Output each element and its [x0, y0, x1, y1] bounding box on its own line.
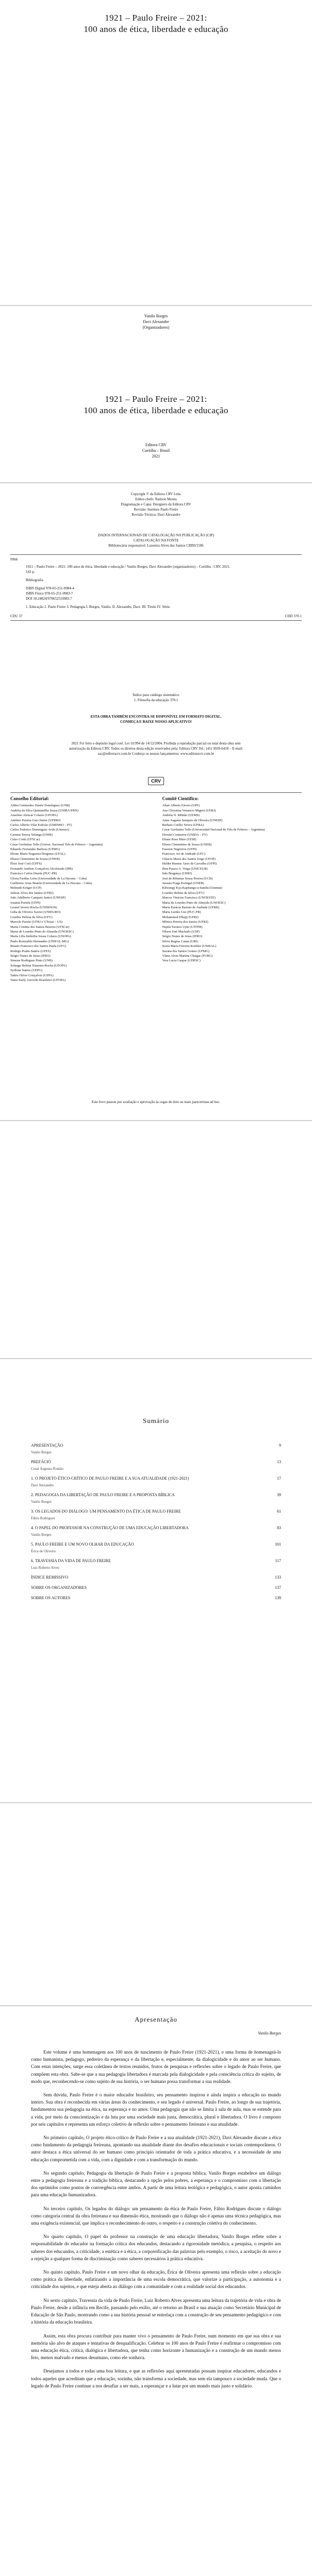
toc-entry-author: Vanilo Borges: [31, 1500, 52, 1504]
toc-entry-page: 17: [277, 1476, 281, 1481]
scientific-member: Suzana dos Santos Gomes (UFMG): [162, 949, 210, 953]
cataloging-code: F866: [10, 557, 18, 562]
scientific-member: Maria de Lourdes Pinto de Almeida (UNOESC): [162, 901, 226, 905]
cataloging-header-line: DADOS INTERNACIONAIS DE CATALOGAÇÃO NA PUBLICAÇÃO (CIP): [98, 533, 214, 537]
toc-entry-title: SOBRE OS ORGANIZADORES: [31, 1585, 87, 1590]
digital-notice-title: ESTA OBRA TAMBÉM ENCONTRA-SE DISPONÍVEL EM FORMATO DIGITAL.: [90, 715, 222, 719]
toc-entry[interactable]: [31, 1585, 281, 1590]
editorial-member: Solange Helena Ximenes-Rocha (UFOPA): [10, 963, 67, 968]
toc-entry-author: Davi Alexandre: [31, 1483, 54, 1487]
cdu-code: CDU 37: [10, 614, 23, 618]
toc-page: [0, 1360, 312, 1801]
toc-entry-title: SOBRE OS AUTORES: [31, 1596, 71, 1600]
page-divider: [0, 482, 312, 483]
copyright-line: Copyright © da Editora CRV Ltda.: [130, 492, 182, 496]
rights-text: 2021 Foi feito o depósito legal conf. Lei 10.994 de 14/12/2004. Proibida a reprodução parcial ou total desta obra sem autorização da Editora CRV. Todos os direitos desta edição reservados pela: Editora CRV Tel.: (41) 3039-6418 – E-mail: sac@editoracrv.com.br Conheça os nossos lançamentos: www.editoracrv.com.br: [69, 741, 243, 756]
index-block: [0, 692, 312, 703]
toc-entry-author: Fábio Rodrigues: [31, 1516, 55, 1520]
publisher-year: 2021: [152, 454, 160, 459]
publisher-logo: CRV: [148, 777, 164, 785]
toc-entry[interactable]: [31, 1541, 281, 1547]
toc-entry-title: PREFÁCIO: [31, 1460, 51, 1464]
scientific-member: Silvia Regina Canan (URI): [162, 939, 198, 943]
toc-entry-page: 39: [277, 1493, 281, 1497]
organizers-block: [0, 313, 312, 330]
editorial-member: Carlos Federico Dominguez Avila (Unieuro): [10, 828, 69, 832]
council-block: [10, 796, 302, 982]
copyright-block: [0, 492, 312, 517]
toc-entry-page: 13: [277, 1460, 281, 1464]
toc-entry-title: 3. OS LEGADOS DO DIÁLOGO: UM PENSAMENTO DA ÉTICA DE PAULO FREIRE: [31, 1509, 181, 1514]
digital-notice: [0, 714, 312, 724]
toc-entry[interactable]: [31, 1443, 281, 1448]
copyright-item: Revisão: Instituto Paulo Freire: [134, 507, 178, 512]
toc-entry-author: Cesar Augusto Romão: [31, 1467, 63, 1471]
toc-entry[interactable]: [31, 1476, 281, 1481]
cataloging-entry: 1921 – Paulo Freire – 2021: 100 anos de ética, liberdade e educação / Vanilo Borges, Davi Alexandre (organizadores) – Curitiba : CRV, 2021.: [26, 565, 231, 569]
editorial-member: Lídia de Oliveira Xavier (UNIEURO): [10, 910, 61, 914]
copyright-item: Editor-chefe: Railson Moura: [135, 497, 177, 501]
scientific-member: Barbara Coelho Neves (UFBA): [162, 823, 204, 827]
digital-notice-sub: CONHEÇA E BAIXE NOSSO APLICATIVO!: [120, 720, 192, 724]
toc-entry-title: 2. PEDAGOGIA DA LIBERTAÇÃO DE PAULO FREIRE E A PROPOSTA BÍBLICA: [31, 1493, 175, 1497]
toc-entry-title: 4. O PAPEL DO PROFESSOR NA CONSTRUÇÃO DE UMA EDUCAÇÃO LIBERTADORA: [31, 1526, 189, 1530]
organizer-name: Davi Alexandre: [143, 319, 169, 324]
cdd-code: CDD 370.1: [285, 614, 302, 618]
scientific-committee-title: Comitê Científico:: [162, 796, 199, 801]
presentation-paragraph: No quinto capítulo, Paulo Freire e um novo olhar da educação, Érica de Oliveira apresenta uma reflexão sobre a educação como prática da liberdade, enfatizando a importância de uma escola democrática, que valorize a participação, a autonomia e a criticidade dos sujeitos, e que esteja aberta ao diálogo com a comunidade e com a realidade social dos educandos.: [31, 2269, 281, 2290]
editorial-member: Antônio Pereira Gaio Júnior (UFRRJ): [10, 818, 61, 822]
index-title: Índice para catálogo sistemático: [133, 693, 179, 697]
scientific-member: Helder Buenos Aires de Carvalho (UFPI): [162, 862, 217, 866]
scientific-member: Sérgio Nunes de Jesus (IFRO): [162, 935, 203, 939]
toc-list: [31, 1443, 281, 1605]
editorial-member: Helmuth Krüger (UCP): [10, 886, 42, 890]
editorial-member: Maria Cristina dos Santos Bezerra (UFSCar): [10, 925, 70, 929]
editorial-member: Sydione Santos (UEPG): [10, 969, 43, 973]
index-item: 1. Filosofia da educação 370.1: [134, 698, 178, 702]
scientific-member: Inês Bragança (UERJ): [162, 872, 192, 876]
presentation-body: [31, 2048, 281, 2396]
editorial-member: Cesar Gerônimo Tello (Univer. Nacional Três de Febrero – Argentina): [10, 842, 103, 846]
toc-entry-title: 6. TRAVESSIA DA VIDA DE PAULO FREIRE: [31, 1558, 111, 1563]
scientific-member: Altair Alberto Fávero (UPF): [162, 804, 200, 808]
editorial-member: Marcelo Paixão (UFRJ e UTexas – US): [10, 920, 63, 924]
toc-entry-page: 61: [277, 1509, 281, 1514]
publisher-block: [0, 442, 312, 459]
scientific-member: Mônica Pereira dos Santos (UFRJ): [162, 920, 208, 924]
editorial-member: Lourdes Helena da Silva (UFV): [10, 915, 53, 919]
toc-entry-author: Vanilo Borges: [31, 1450, 52, 1454]
page-divider: [0, 1802, 312, 1803]
editorial-member: Eduardo Fernandes Barbosa (UFMG): [10, 848, 60, 852]
scientific-member: Gláucia Maria dos Santos Jorge (UFOP): [162, 857, 216, 861]
cataloging-header-line: CATALOGAÇÃO NA FONTE: [133, 538, 179, 543]
page-divider: [0, 2005, 312, 2006]
copyright-page: [0, 484, 312, 1119]
scientific-member: Vera Lucia Gaspar (UDESC): [162, 959, 201, 963]
page-divider: [0, 1358, 312, 1359]
editorial-member: Tania Suely Azevedo Brasileiro (UFOPA): [10, 978, 66, 982]
presentation-paragraph: Desejamos a todos e todas uma boa leitura, e que as reflexões aqui apresentadas possam inspirar educadores, educandos e todos aqueles que acreditam que a educação, sozinha, não transforma a sociedade, mas sem ela tampouco a sociedade muda. Que o legado de Paulo Freire continue a nos desafiar a ser mais, a esperançar e a lutar por um mundo mais justo e solidário.: [31, 2368, 281, 2388]
toc-entry-title: 5. PAULO FREIRE E UM NOVO OLHAR DA EDUCAÇÃO: [31, 1542, 134, 1547]
toc-entry-title: ÍNDICE REMISSIVO: [31, 1575, 69, 1580]
scientific-member: José de Ribamar Sousa Pereira (UCB): [162, 876, 213, 880]
editorial-member: Gloria Fariñas León (Universidade de La Havana – Cuba): [10, 876, 87, 880]
editorial-member: Sérgio Nunes de Jesus (IFRO): [10, 954, 51, 958]
toc-entry-title: APRESENTAÇÃO: [31, 1443, 63, 1448]
title-page-organizers: [0, 307, 312, 481]
toc-entry[interactable]: [31, 1558, 281, 1564]
toc-entry-author: Luiz Roberto Alves: [31, 1566, 59, 1570]
editorial-member: Guillermo Arias Beatón (Universidade de La Havana – Cuba): [10, 881, 92, 885]
toc-entry-page: 117: [275, 1558, 281, 1563]
editorial-member: Leonel Severo Rocha (UNISINOS): [10, 905, 57, 909]
toc-entry-page: 101: [275, 1542, 281, 1547]
editorial-member: Anselmo Alencar Colares (UFOPA): [10, 814, 58, 818]
cataloging-subjects: 1. Educação 2. Paulo Freire 3. Pedagogia I. Borges, Vanilo. II. Alexandre, Davi. III. Título IV. Série.: [26, 605, 171, 609]
editorial-member: Fernando Antônio Gonçalves Alcoforado (IPB): [10, 867, 73, 871]
cataloging-pages: 142 p.: [26, 570, 35, 574]
cataloging-card: [10, 554, 302, 621]
scientific-member: Najela Tavares Ujiie (UTFPR): [162, 925, 203, 929]
scientific-member: Eliane Rose Maio (UEM): [162, 838, 196, 842]
page-divider: [0, 1120, 312, 1121]
page-divider: [0, 305, 312, 306]
peer-review-note: Este livro passou por avaliação e aprovação às cegas de dois ou mais pareceristas ad hoc.: [91, 1100, 221, 1104]
scientific-member: Elizeu Clementino de Souza (UNEB): [162, 842, 212, 846]
title-line-2: 100 anos de ética, liberdade e educação: [84, 24, 228, 34]
cataloging-header: [0, 533, 312, 548]
presentation-paragraph: No terceiro capítulo, Os legados do diálogo: um pensamento da ética de Paulo Freire, Fábio Rodrigues discute o diálogo como categoria central da obra freireana e sua dimensão ética, mostrando que o diálogo não é apenas uma técnica pedagógica, mas uma exigência existencial, que implica o reconhecimento do outro, o respeito e a construção coletiva do conhecimento.: [31, 2206, 281, 2226]
scientific-member: Vânia Alves Martins Chaigar (FURG): [162, 954, 213, 958]
editorial-member: Tadeu Oliver Gonçalves (UFPA): [10, 973, 54, 977]
toc-entry[interactable]: [31, 1492, 281, 1498]
cataloging-biblio: Bibliografia: [26, 578, 43, 582]
scientific-member: Lourdes Helena da Silva (UFV): [162, 891, 205, 895]
publisher-name: Editora CRV: [145, 443, 167, 447]
scientific-committee: [162, 796, 302, 982]
toc-entry[interactable]: [31, 1459, 281, 1465]
editorial-member: Carlos Alberto Vilar Estêvão (UMINHO – PT): [10, 823, 72, 827]
editorial-council-title: Conselho Editorial:: [10, 796, 50, 801]
editorial-member: Élsio José Corá (UFFS): [10, 862, 42, 866]
title-line-1: 1921 – Paulo Freire – 2021:: [105, 394, 207, 404]
editorial-member: Elione Maria Nogueira Diogenes (UFAL): [10, 852, 65, 856]
half-title-page: [0, 0, 312, 304]
title-line-2: 100 anos de ética, liberdade e educação: [84, 405, 228, 415]
toc-entry[interactable]: [31, 1574, 281, 1580]
isbn-line: ISBN Físico 978-65-251-0983-7: [26, 591, 73, 596]
presentation-page: [0, 2007, 312, 2576]
title-page-title: [0, 394, 312, 416]
toc-entry-title: 1. O PROJETO ÉTICO-CRÍTICO DE PAULO FREIRE E A SUA ATUALIDADE (1921-2021): [31, 1476, 189, 1481]
presentation-title: Apresentação: [135, 2015, 177, 2023]
scientific-member: Anna Augusta Sampaio de Oliveira (UNESP): [162, 818, 223, 822]
editorial-member: João Adalberto Campato Junior (UNESP): [10, 896, 65, 900]
toc-title: Sumário: [142, 1417, 170, 1425]
editorial-member: Elizeu Clementino de Souza (UNEB): [10, 857, 60, 861]
half-title: [21, 12, 291, 35]
editorial-member: Simone Rodrigues Pinto (UNB): [10, 959, 53, 963]
toc-entry-page: 139: [275, 1596, 281, 1600]
toc-entry[interactable]: [31, 1525, 281, 1531]
organizer-name: Vanilo Borges: [144, 314, 168, 318]
editorial-member: Renato Francisco dos Santos Paula (UFG): [10, 944, 67, 948]
presentation-paragraph: No primeiro capítulo, O projeto ético-crítico de Paulo Freire e a sua atualidade (1921-2021), Davi Alexandre discute a ética como fundamento da pedagogia freireana, apontando sua atualidade diante dos desafios educacionais e sociais contemporâneos. O autor destaca a ética universal do ser humano como princípio orientador de toda a prática educativa, e a necessidade de uma educação comprometida com a vida, com a dignidade e com a transformação do mundo.: [31, 2135, 281, 2162]
isbn-line: ISBN Digital 978-65-251-0984-4: [26, 586, 74, 590]
toc-entry-page: 83: [277, 1526, 281, 1530]
editorial-member: Aldira Guimarães Duarte Domínguez (UNB): [10, 804, 70, 808]
toc-entry[interactable]: [31, 1509, 281, 1514]
scientific-member: Kilwangy Kya Kapitango-a-Samba (Unemat): [162, 886, 222, 890]
presentation-paragraph: Sem dúvida, Paulo Freire é o maior educador brasileiro, seu pensamento inspirou e ainda inspira a educação no mundo inteiro. Sua obra é reconhecida em várias áreas do conhecimento, e seu legado é universal. Paulo Freire, ao longo de sua trajetória, fundamentou sua pedagogia na ética, na esperança e no amor. Uma pedagogia que não se limita à sala de aula, mas se estende para a vida, por meio da conscientização e da luta por uma sociedade mais justa, democrática, plural e libertadora. O livro é composto por seis capítulos e representa um esforço coletivo de reflexão sobre o pensamento freireano e sua atualidade.: [31, 2092, 281, 2127]
presentation-paragraph: No quarto capítulo, O papel do professor na construção de uma educação libertadora, Vanilo Borges reflete sobre a responsabilidade do educador na formação crítica dos educandos, destacando a rigorosidade metódica, a pesquisa, o respeito aos saberes dos educandos, a criticidade, a estética e a ética, a corporeificação das palavras pelo exemplo, o risco, a aceitação do novo e a rejeição a qualquer forma de discriminação como saberes necessários à prática educativa.: [31, 2234, 281, 2261]
toc-entry-page: 133: [275, 1575, 281, 1580]
presentation-paragraph: No segundo capítulo, Pedagogia da libertação de Paulo Freire e a proposta bíblica, Vanilo Borges estabelece um diálogo entre a pedagogia freireana e a tradição bíblica, destacando a opção pelos pobres, a esperança e o compromisso com a libertação dos oprimidos como pontos de convergência entre ambos. A partir de uma leitura teológica e pedagógica, o autor aponta caminhos para uma educação humanizadora.: [31, 2170, 281, 2198]
scientific-member: Mohammed Elhajji (UFRJ): [162, 915, 199, 919]
scientific-member: Nilson José Machado (USP): [162, 929, 200, 934]
toc-entry[interactable]: [31, 1595, 281, 1601]
scientific-member: Diosnel Centurion (UNIDA – PY): [162, 833, 208, 837]
editorial-member: Francisco Carlos Duarte (PUC-PR): [10, 872, 57, 876]
scientific-member: Marcos Vinicius Francisco (UNOESTE): [162, 896, 216, 900]
scientific-member: Francisco Ari de Andrade (UFC): [162, 852, 206, 856]
scientific-member: Ilma Passos A. Veiga (UNICEUB): [162, 867, 208, 871]
scientific-member: Maria Eurácia Barreto de Andrade (UFRB): [162, 905, 220, 909]
editorial-member: Andréia da Silva Quintanilha Sousa (UNIR/UFRN): [10, 808, 78, 812]
presentation-author: Vanilo Borges: [258, 2031, 281, 2036]
copyright-item: Revisão Técnica: Davi Alexandre: [132, 513, 180, 517]
editorial-member: Rodrigo Pratte-Santos (UFES): [10, 949, 51, 953]
toc-entry-author: Érica de Oliveira: [31, 1549, 56, 1553]
scientific-member: Cesar Gerônimo Tello (Universidad Nacional de Três de Febrero – Argentina): [162, 828, 265, 832]
editorial-member: Josania Portela (UFPI): [10, 901, 41, 905]
scientific-member: Sonia Maria Ferreira Koehler (UNISAL): [162, 944, 217, 948]
copyright-item: Diagramação e Capa: Designers da Editora CRV: [121, 502, 191, 506]
scientific-member: Ana Chrystina Venancio Mignot (UERJ): [162, 808, 216, 812]
scientific-member: Andréia N. Militão (UEMS): [162, 814, 200, 818]
presentation-paragraph: Este volume é uma homenagem aos 100 anos de nascimento de Paulo Freire (1921-2021), e uma forma de homenageá-lo como humanista, pedagogo, pedreiro da esperança e da libertação e, especialmente, da dialogicidade e do amor ao ser humano. Com estas intenções, surge essa coletânea de textos reunidos, frutos de pesquisas e reflexões sobre o legado de Paulo Freire, que compõem esta obra. Sabe-se que a sua pedagogia libertadora é marcada pela dialogicidade e pela consciência crítica do sujeito, de modo que, reconhecendo-se como sujeito de sua história, o ser humano possa transformar a sua realidade.: [31, 2049, 281, 2084]
editorial-member: Jailson Alves dos Santos (UFRJ): [10, 891, 54, 895]
editorial-member: Carmen Tereza Velanga (UNIR): [10, 833, 53, 837]
editorial-council: [10, 796, 150, 982]
editorial-member: Celso Conti (UFSCar): [10, 838, 40, 842]
scientific-member: Maria Lurdes Gisi (PUC-PR): [162, 910, 201, 914]
cataloging-header-line: Bibliotecária responsável: Luzenira Alves dos Santos CRB9/1506: [108, 544, 204, 548]
title-line-1: 1921 – Paulo Freire – 2021:: [105, 13, 207, 23]
editorial-member: Paulo Romualdo Hernandes (UNIFAL-MG): [10, 939, 69, 943]
editorial-member: Maria de Lourdes Pinto de Almeida (UNOESC): [10, 929, 74, 934]
toc-entry-author: Vanilo Borges: [31, 1533, 52, 1537]
isbn-line: DOI 10.24824/978652510983.7: [26, 597, 72, 601]
scientific-member: Fauston Negreiros (UFPI): [162, 848, 197, 852]
organizers-role: (Organizadores): [142, 325, 170, 330]
blank-page: [0, 1804, 312, 2004]
editorial-member: Maria Lília Imbiriba Sousa Colares (UNOPA): [10, 935, 71, 939]
toc-entry-page: 137: [275, 1585, 281, 1590]
blank-page: [0, 1122, 312, 1357]
toc-entry-page: 9: [279, 1443, 281, 1448]
presentation-paragraph: No sexto capítulo, Travessia da vida de Paulo Freire, Luiz Roberto Alves apresenta uma leitura da trajetória de vida e obra de Paulo Freire, desde a infância em Recife, passando pelo exílio, até o retorno ao Brasil e sua atuação como Secretário Municipal de Educação de São Paulo, mostrando como a sua história pessoal se entrelaça com a construção de seu pensamento pedagógico e com a história da educação brasileira.: [31, 2297, 281, 2325]
presentation-paragraph: Assim, esta obra procura contribuir para manter vivo o pensamento de Paulo Freire, num momento em que sua obra e sua memória são alvo de ataques e tentativas de desqualificação. Celebrar os 100 anos de Paulo Freire é reafirmar o compromisso com uma educação ética, crítica, dialógica e libertadora, que tenha como horizonte a humanização e a construção de um mundo menos feio, menos malvado e menos desumano, como ele sonhava.: [31, 2333, 281, 2361]
scientific-member: Jussara Fraga Portugal (UNEB): [162, 881, 204, 885]
publisher-city: Curitiba – Brasil: [142, 448, 170, 453]
